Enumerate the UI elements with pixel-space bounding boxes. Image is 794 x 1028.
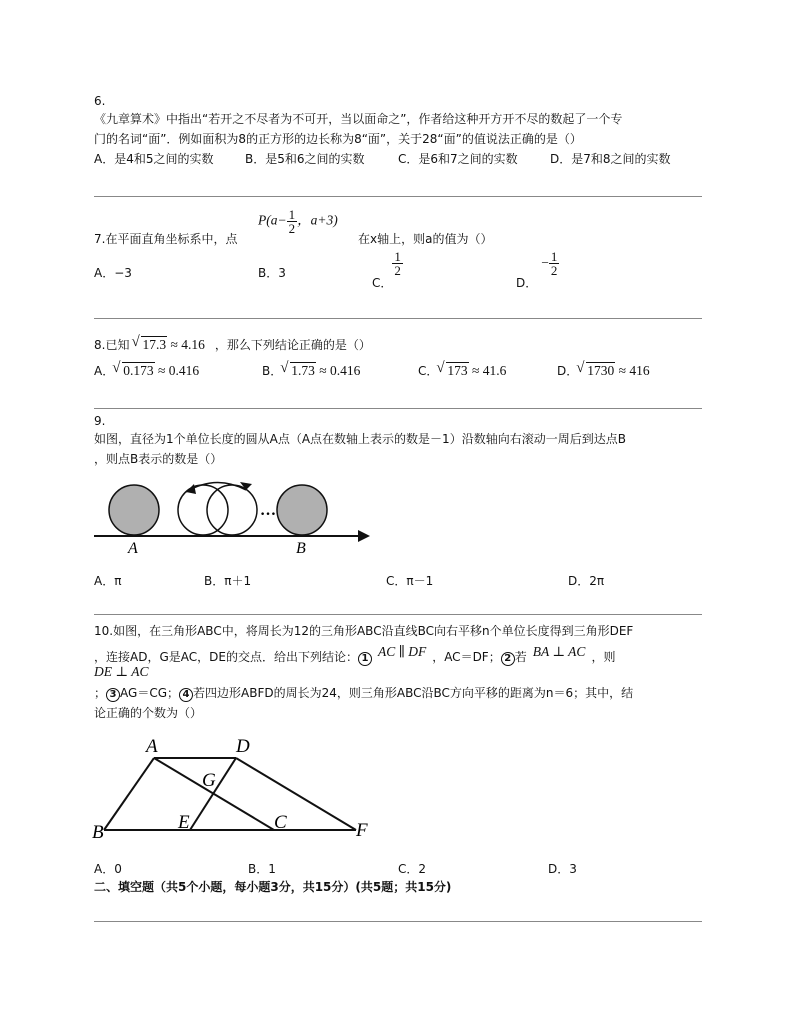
q8-stem-before: 8.已知 — [94, 338, 130, 352]
circle-rolling-1 — [178, 485, 228, 535]
q7-point-expression — [258, 208, 338, 235]
q8-option-c-sqrt — [438, 363, 468, 379]
q6-option-b: B．是5和6之间的实数 — [245, 152, 365, 166]
q10-line2a: ，连接AD，G是AC，DE的交点．给出下列结论： — [94, 650, 358, 664]
q8-option-a-radicand: 0.173 — [123, 363, 154, 378]
q10-relation-2: BA ⊥ AC — [532, 644, 586, 659]
section-2-title: 二、填空题（共5个小题，每小题3分，共15分）(共5题；共15分) — [94, 880, 452, 894]
q8-option-b-sqrt — [282, 363, 316, 379]
q8-option-b-radicand: 1.73 — [291, 363, 315, 378]
q8-option-d-label: D． — [557, 364, 579, 378]
q10-stem-line5: 论正确的个数为（） — [94, 706, 203, 720]
divider — [94, 318, 702, 319]
q10-stem-line2 — [94, 644, 615, 666]
q7-frac-den: 2 — [288, 221, 296, 236]
q7-stem-before: 7.在平面直角坐标系中，点 — [94, 232, 238, 246]
q7-option-c-label: C． — [372, 276, 393, 290]
q7-option-d-num: 1 — [550, 249, 558, 264]
q9-stem-line2: ，则点B表示的数是（） — [94, 452, 223, 466]
roll-arrow-head-right — [240, 482, 252, 490]
q7-point-suffix: ，a+3) — [297, 212, 338, 228]
q9-stem-line1: 如图，直径为1个单位长度的圆从A点（A点在数轴上表示的数是－1）沿数轴向右滚动一周后到达点B — [94, 432, 626, 446]
q7-option-d-den: 2 — [550, 263, 558, 278]
vertex-f: F — [356, 820, 368, 841]
q8-option-b-label: B． — [262, 364, 283, 378]
circled-1: 1 — [358, 652, 372, 666]
q7-option-d-label: D． — [516, 276, 538, 290]
q10-line2b: ，AC＝DF； — [432, 650, 501, 664]
q10-line2c: 若 — [514, 650, 527, 664]
q7-option-c — [372, 250, 403, 291]
q7-stem-after: 在x轴上，则a的值为（） — [358, 232, 493, 246]
circled-4: 4 — [179, 688, 193, 702]
q8-option-a-label: A． — [94, 364, 115, 378]
segment-ab — [104, 758, 154, 830]
divider — [94, 614, 702, 615]
q10-option-c: C．2 — [398, 862, 427, 876]
q10-stem-line1: 10.如图，在三角形ABC中，将周长为12的三角形ABC沿直线BC向右平移n个单位长度得到三角形DEF — [94, 624, 634, 638]
q10-option-b: B．1 — [248, 862, 276, 876]
q7-option-d — [516, 250, 559, 291]
q8-given-value: ≈ 4.16 — [170, 337, 205, 352]
q7-option-c-num: 1 — [394, 249, 401, 264]
circle-end — [277, 485, 327, 535]
q9-number: 9. — [94, 414, 106, 428]
label-b: B — [296, 540, 306, 557]
q8-option-c-label: C． — [418, 364, 439, 378]
q8-option-d — [557, 362, 650, 379]
q7-option-d-fraction — [549, 250, 560, 277]
q10-relation-1: AC ∥ DF — [377, 644, 427, 659]
q8-option-a — [94, 362, 199, 379]
number-line-arrow — [358, 530, 370, 542]
vertex-e: E — [178, 812, 190, 833]
q7-option-c-den: 2 — [394, 263, 401, 278]
q7-option-d-sign: − — [541, 255, 549, 270]
q6-option-a: A．是4和5之间的实数 — [94, 152, 214, 166]
q8-option-a-value: ≈ 0.416 — [157, 363, 200, 378]
q10-line4c: 若四边形ABFD的周长为24，则三角形ABC沿BC方向平移的距离为n＝6；其中，结 — [193, 686, 634, 700]
q8-option-a-sqrt — [114, 363, 154, 379]
vertex-c: C — [274, 812, 287, 833]
circled-2: 2 — [501, 652, 515, 666]
circle-start — [109, 485, 159, 535]
q10-option-d: D．3 — [548, 862, 577, 876]
q8-option-d-radicand: 1730 — [587, 363, 615, 378]
fig-dots: … — [260, 502, 276, 519]
roll-arrow-head-left — [186, 484, 196, 494]
q10-stem-line3: DE ⊥ AC — [94, 664, 149, 679]
q8-given — [129, 337, 204, 352]
q7-option-a: A．−3 — [94, 266, 132, 280]
q8-option-b — [262, 362, 360, 379]
q6-stem-line2: 门的名词“面”．例如面积为8的正方形的边长称为8“面”，关于28“面”的值说法正确的是（） — [94, 132, 582, 146]
divider — [94, 408, 702, 409]
segment-de — [190, 758, 236, 830]
q6-option-d: D．是7和8之间的实数 — [550, 152, 671, 166]
q8-stem — [94, 336, 371, 353]
q8-option-c-radicand: 173 — [447, 363, 468, 378]
divider — [94, 921, 702, 922]
q10-line2d: ，则 — [591, 650, 616, 664]
point-g: G — [202, 770, 216, 791]
q10-option-a: A．0 — [94, 862, 122, 876]
q10-translation-figure — [90, 734, 380, 844]
q8-option-d-value: ≈ 416 — [618, 363, 650, 378]
segment-df — [236, 758, 356, 830]
q7-frac-num: 1 — [288, 207, 296, 222]
label-a: A — [128, 540, 138, 557]
q7-option-b: B．3 — [258, 266, 286, 280]
q9-option-a: A．π — [94, 574, 122, 588]
q7-option-c-fraction — [392, 250, 403, 277]
q8-given-radicand: 17.3 — [142, 337, 167, 352]
q6-number: 6. — [94, 94, 106, 108]
q10-line4b: AG＝CG； — [120, 686, 179, 700]
q7-point-fraction — [287, 208, 298, 235]
q7-point-prefix: P(a− — [258, 212, 287, 228]
vertex-b: B — [92, 822, 104, 843]
vertex-d: D — [236, 736, 250, 757]
q8-option-d-sqrt — [578, 363, 615, 379]
q10-stem-line4 — [94, 684, 633, 702]
q8-stem-after: ，那么下列结论正确的是（） — [214, 338, 371, 352]
q10-line4a: ； — [94, 686, 107, 700]
q9-option-c: C．π－1 — [386, 574, 434, 588]
q9-option-d: D．2π — [568, 574, 605, 588]
q8-option-b-value: ≈ 0.416 — [319, 363, 361, 378]
q8-option-c-value: ≈ 41.6 — [472, 363, 507, 378]
circled-3: 3 — [106, 688, 120, 702]
q8-given-sqrt — [133, 337, 167, 353]
vertex-a: A — [146, 736, 158, 757]
q9-rolling-circle-figure — [90, 478, 380, 558]
q6-option-c: C．是6和7之间的实数 — [398, 152, 518, 166]
circle-rolling-2 — [207, 485, 257, 535]
q8-option-c — [418, 362, 506, 379]
divider — [94, 196, 702, 197]
q9-option-b: B．π＋1 — [204, 574, 252, 588]
q6-stem-line1: 《九章算术》中指出“若开之不尽者为不可开，当以面命之”，作者给这种开方开不尽的数起了一个专 — [94, 112, 623, 126]
